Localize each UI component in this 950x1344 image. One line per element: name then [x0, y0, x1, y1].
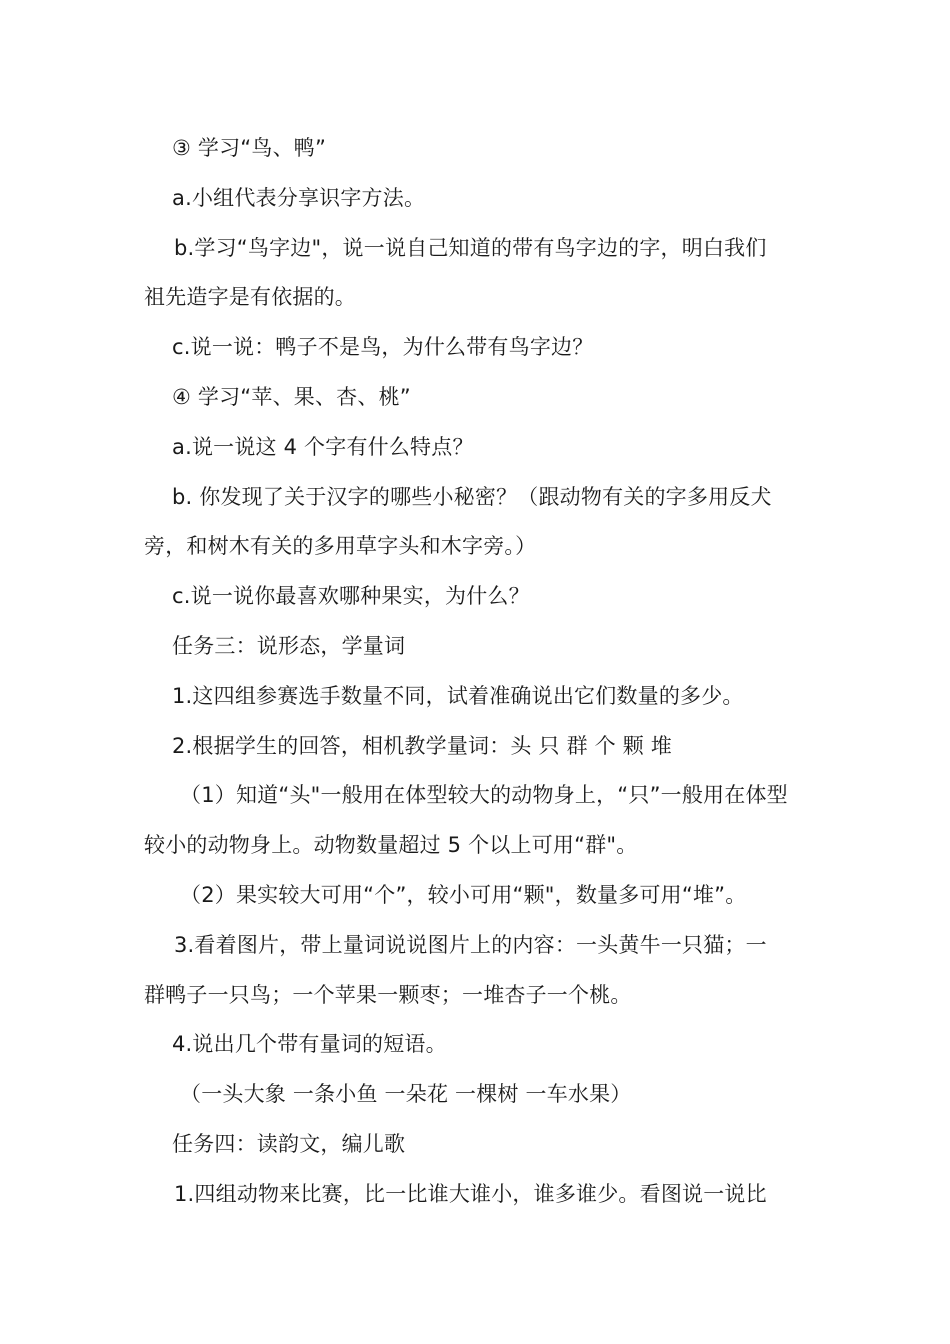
text-line: 较小的动物身上。动物数量超过 5 个以上可用“群"。 [144, 833, 638, 858]
text-line: 1.四组动物来比赛，比一比谁大谁小，谁多谁少。看图说一说比 [174, 1181, 767, 1206]
text-line: a.小组代表分享识字方法。 [172, 185, 426, 210]
text-line: c.说一说你最喜欢哪种果实，为什么？ [172, 584, 530, 609]
text-line: a.说一说这 4 个字有什么特点？ [172, 434, 474, 459]
text-line: 1.这四组参赛选手数量不同，试着准确说出它们数量的多少。 [172, 683, 744, 708]
text-line: 祖先造字是有依据的。 [144, 285, 356, 310]
text-line: 4.说出几个带有量词的短语。 [172, 1032, 447, 1057]
text-line: c.说一说：鸭子不是鸟，为什么带有鸟字边？ [172, 335, 594, 360]
document-body [144, 124, 810, 1220]
text-line: 2.根据学生的回答，相机教学量词：头 只 群 个 颗 堆 [172, 733, 673, 758]
text-line: （2）果实较大可用“个”，较小可用“颗"，数量多可用“堆”。 [180, 882, 747, 907]
text-line: b. 你发现了关于汉字的哪些小秘密？（跟动物有关的字多用反犬 [172, 484, 772, 509]
text-line: 3.看着图片，带上量词说说图片上的内容：一头黄牛一只猫；一 [174, 932, 767, 957]
text-line: （一头大象 一条小鱼 一朵花 一棵树 一车水果） [180, 1082, 632, 1107]
text-line: 旁，和树木有关的多用草字头和木字旁。） [144, 534, 537, 559]
text-line: b.学习“鸟字边"，说一说自己知道的带有鸟字边的字，明白我们 [174, 235, 767, 260]
text-line: （1）知道“头"一般用在体型较大的动物身上，“只”一般用在体型 [180, 783, 788, 808]
text-line: 群鸭子一只鸟；一个苹果一颗枣；一堆杏子一个桃。 [144, 982, 632, 1007]
task-three-heading: 任务三：说形态，学量词 [172, 633, 406, 658]
task-four-heading: 任务四：读韵文，编儿歌 [172, 1131, 406, 1156]
section-heading-niao-ya: ③ 学习“鸟、鸭” [172, 136, 327, 160]
section-heading-fruit-words: ④ 学习“苹、果、杏、桃” [172, 384, 411, 409]
